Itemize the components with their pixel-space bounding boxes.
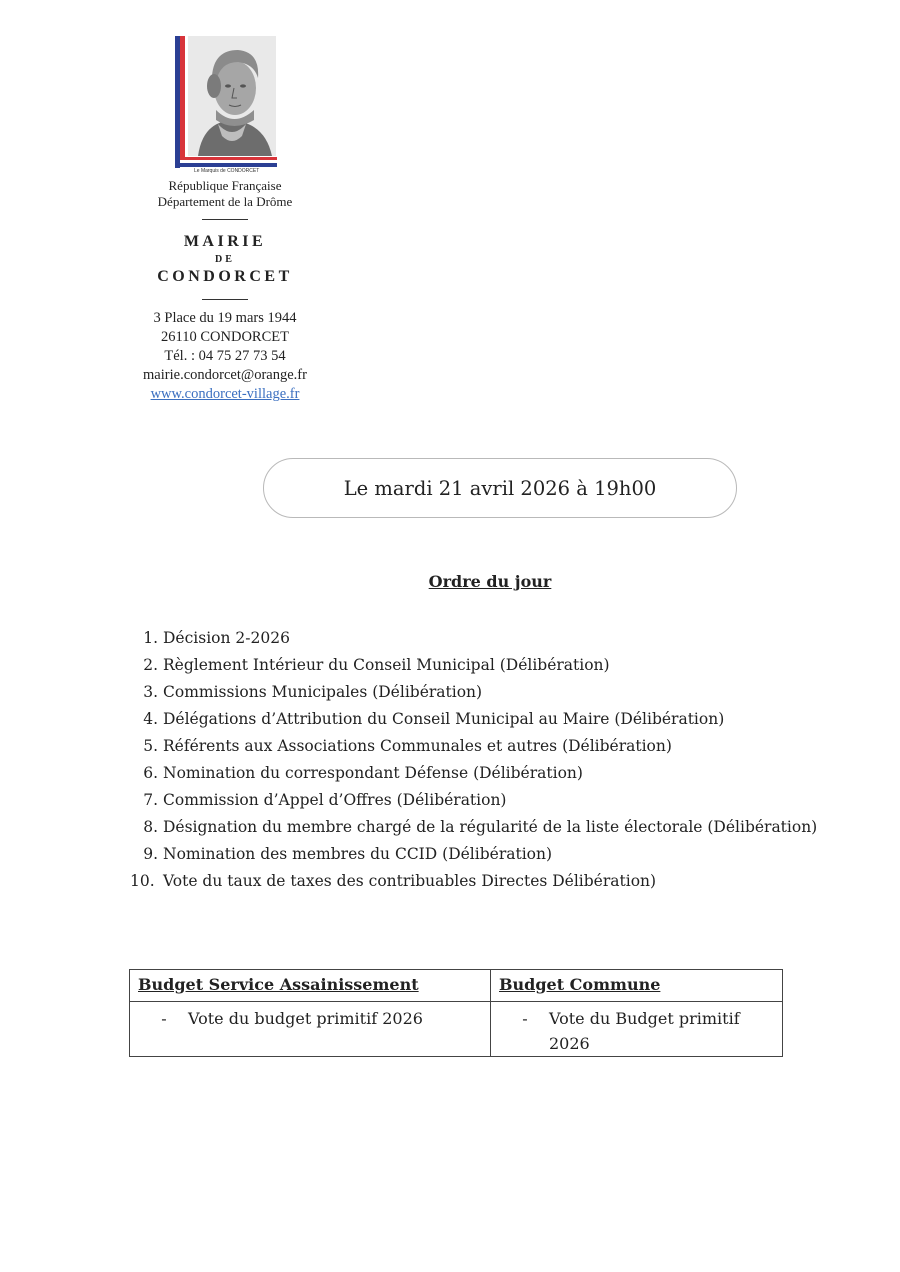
budget-assainissement-item: Vote du budget primitif 2026: [188, 1009, 423, 1028]
bullet-dash: -: [522, 1009, 528, 1028]
agenda-item: 2. Règlement Intérieur du Conseil Municipal (Délibération): [143, 656, 610, 674]
agenda-list: [130, 626, 870, 896]
budget-table: [129, 969, 783, 1057]
agenda-item: 10. Vote du taux de taxes des contribuables Directes Délibération): [130, 872, 657, 890]
agenda-title: Ordre du jour: [428, 572, 552, 591]
bullet-dash: -: [161, 1009, 167, 1028]
flag-blue-underline: [175, 163, 277, 167]
header-divider-bottom: [202, 299, 248, 300]
agenda-item: 3. Commissions Municipales (Délibération): [143, 683, 483, 701]
agenda-item: 5. Référents aux Associations Communales et autres (Délibération): [143, 737, 672, 755]
logo-caption: Le Marquis de CONDORCET: [194, 168, 260, 174]
condorcet-portrait-image: [188, 36, 276, 156]
budget-commune-item-line2: 2026: [549, 1034, 590, 1053]
agenda-item: 1. Décision 2-2026: [143, 629, 290, 647]
mairie-title: MAIRIE: [183, 233, 267, 250]
agenda-item: 6. Nomination du correspondant Défense (Délibération): [143, 764, 583, 782]
budget-commune-cell: [491, 1002, 783, 1057]
budget-assainissement-header: Budget Service Assainissement: [130, 970, 491, 1002]
phone-number: Tél. : 04 75 27 73 54: [164, 348, 286, 364]
commune-title: CONDORCET: [157, 268, 293, 285]
departement-text: Département de la Drôme: [157, 194, 293, 209]
agenda-item: 7. Commission d’Appel d’Offres (Délibération): [143, 791, 507, 809]
republique-text: République Française: [168, 178, 282, 193]
budget-commune-header: Budget Commune: [491, 970, 783, 1002]
budget-header-row: [130, 970, 783, 1002]
address-line-2: 26110 CONDORCET: [161, 329, 289, 345]
header-divider-top: [202, 219, 248, 220]
budget-content-row: [130, 1002, 783, 1057]
agenda-item: 9. Nomination des membres du CCID (Délibération): [143, 845, 553, 863]
meeting-date-text: Le mardi 21 avril 2026 à 19h00: [343, 476, 657, 500]
email-address: mairie.condorcet@orange.fr: [143, 367, 307, 383]
address-line-1: 3 Place du 19 mars 1944: [153, 310, 297, 326]
condorcet-logo: [172, 36, 280, 178]
agenda-item: 4. Délégations d’Attribution du Conseil Municipal au Maire (Délibération): [143, 710, 725, 728]
flag-red-stripe: [180, 36, 185, 160]
agenda-item: 8. Désignation du membre chargé de la régularité de la liste électorale (Délibération): [143, 818, 818, 836]
flag-red-underline: [180, 157, 277, 160]
flag-blue-stripe: [175, 36, 180, 168]
budget-assainissement-cell: [130, 1002, 491, 1057]
mairie-de: DE: [215, 254, 235, 265]
meeting-date-box: [263, 458, 737, 518]
website-link[interactable]: www.condorcet-village.fr: [150, 386, 300, 402]
budget-commune-item-line1: Vote du Budget primitif: [549, 1009, 740, 1028]
